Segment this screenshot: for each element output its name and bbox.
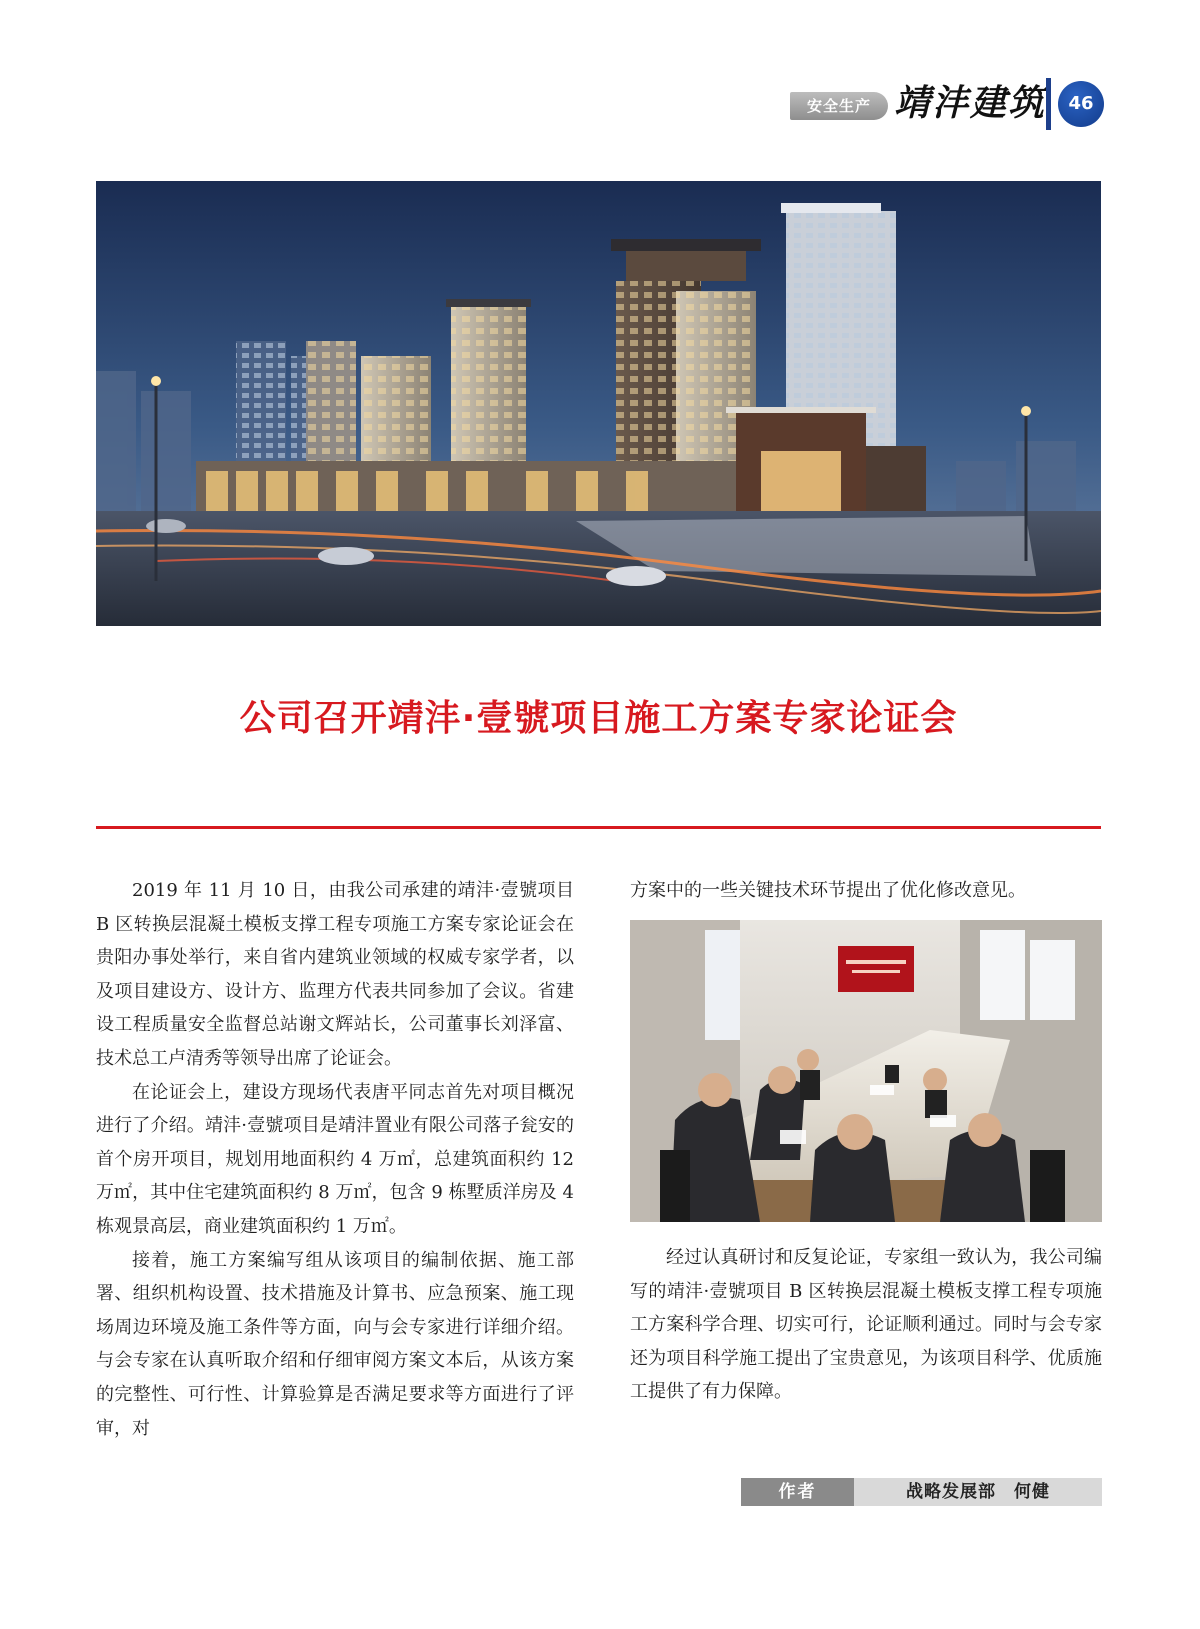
article-right-column-bottom xyxy=(630,1241,1102,1409)
paragraph-3-continuation: 方案中的一些关键技术环节提出了优化修改意见。 xyxy=(630,880,1026,901)
building-rendering-image xyxy=(96,181,1101,626)
section-tag: 安全生产 xyxy=(790,92,888,120)
author-name: 战略发展部 何健 xyxy=(854,1478,1102,1506)
article-left-column xyxy=(96,874,574,1445)
page-number-badge: 46 xyxy=(1058,81,1104,127)
paragraph-1: 2019 年 11 月 10 日，由我公司承建的靖沣·壹號项目 B 区转换层混凝土模板支撑工程专项施工方案专家论证会在贵阳办事处举行，来自省内建筑业领域的权威专家学者，以及项目建设方、设计方、监理方代表共同参加了会议。省建设工程质量安全监督总站谢文辉站长，公司董事长刘泽富、技术总工卢清秀等领导出席了论证会。 xyxy=(96,880,574,1069)
paragraph-2: 在论证会上，建设方现场代表唐平同志首先对项目概况进行了介绍。靖沣·壹號项目是靖沣置业有限公司落子瓮安的首个房开项目，规划用地面积约 4 万㎡，总建筑面积约 12 万㎡，其中住宅建筑面积约 8 万㎡，包含 9 栋墅质洋房及 4 栋观景高层，商业建筑面积约 1 万㎡。 xyxy=(96,1081,574,1237)
paragraph-4: 经过认真研讨和反复论证，专家组一致认为，我公司编写的靖沣·壹號项目 B 区转换层混凝土模板支撑工程专项施工方案科学合理、切实可行，论证顺利通过。同时与会专家还为项目科学施工提出了宝贵意见，为该项目科学、优质施工提供了有力保障。 xyxy=(630,1247,1102,1403)
title-divider xyxy=(96,826,1101,829)
page-header xyxy=(790,78,1110,128)
meeting-photo xyxy=(630,920,1102,1222)
article-right-column-top xyxy=(630,874,1102,908)
article-title: 公司召开靖沣·壹號项目施工方案专家论证会 xyxy=(239,698,958,739)
header-divider xyxy=(1046,78,1051,130)
paragraph-3: 接着，施工方案编写组从该项目的编制依据、施工部署、组织机构设置、技术措施及计算书、应急预案、施工现场周边环境及施工条件等方面，向与会专家进行详细介绍。与会专家在认真听取介绍和仔细审阅方案文本后，从该方案的完整性、可行性、计算验算是否满足要求等方面进行了评审，对 xyxy=(96,1249,574,1439)
magazine-brand-logo: 靖沣建筑 xyxy=(894,82,1047,124)
author-label: 作者 xyxy=(741,1478,854,1506)
author-bar xyxy=(741,1478,1102,1506)
